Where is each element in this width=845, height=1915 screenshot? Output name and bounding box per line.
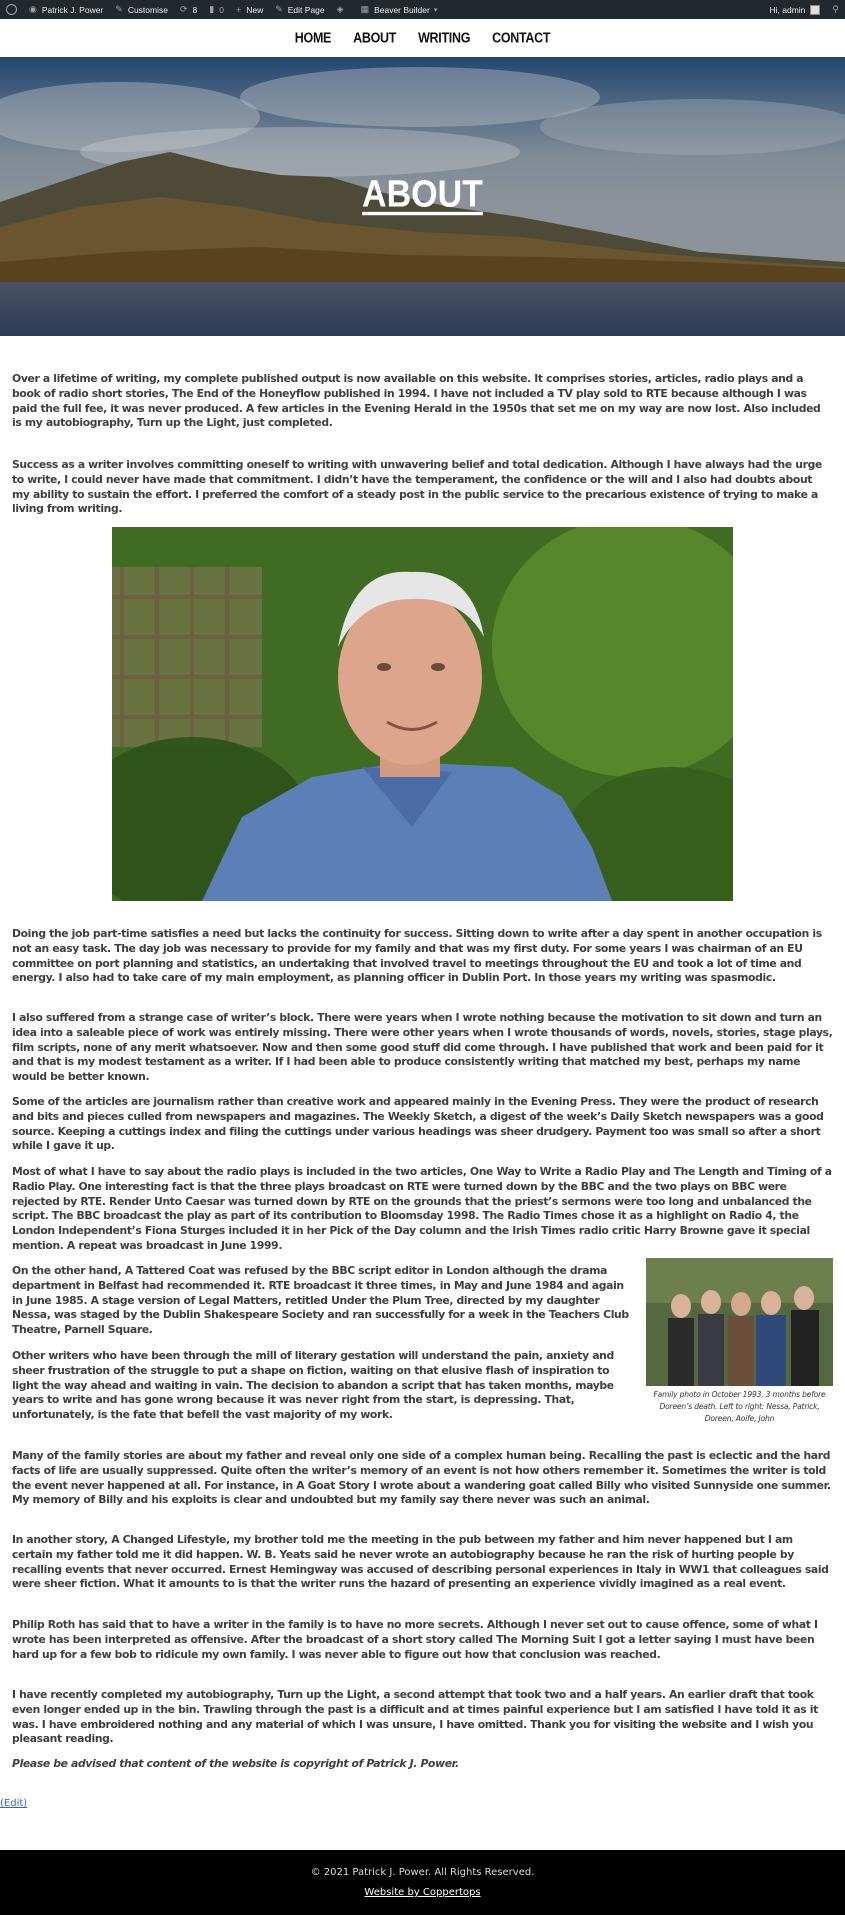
new-label: New: [246, 4, 264, 15]
paragraph-text: In another story, A Changed Lifestyle, my brother told me the meeting in the pub between my father and him never happened but I am certain my father told me it did happen. W. B. Yeats said he never wrote an autobiography because he ran the risk of hurting people by recalling events that never occurred. Ernest Hemingway was accused of describing personal experiences in Italy in WW1 that colleagues said were sheer fiction. What it amounts to is that the writer runs the hazard of presenting an experience vividly imagined as a real event.: [12, 1533, 829, 1591]
brush-icon: ✎: [115, 4, 123, 14]
plus-icon: +: [235, 4, 242, 15]
footer-copyright: © 2021 Patrick J. Power. All Rights Reserved.: [310, 1867, 535, 1878]
wordpress-logo-icon: [6, 4, 17, 15]
paragraph: [12, 1095, 833, 1154]
paragraph: [12, 1449, 833, 1508]
nav-home[interactable]: HOME: [294, 29, 332, 47]
paragraph-text: Other writers who have been through the mill of literary gestation will understand the pain, anxiety and sheer frustration of the struggle to put a shape on fiction, waiting on that elusive flash of inspiration to light the way ahead and waiting in vain. The decision to abandon a script that has taken months, maybe years to write and has gone wrong because it was never right from the start, is depressing. That, unfortunately, is the fate that befell the vast majority of my work.: [12, 1349, 614, 1422]
wordpress-menu[interactable]: [0, 0, 23, 19]
paragraph-text: Philip Roth has said that to have a writer in the family is to have no more secrets. Although I never set out to cause offence, some of what I wrote has been interpreted as offensive. After the broadcast of a short story called The Morning Suit I got a letter saying I must have been hard up for a few bob to ridicule my own family. I was never able to figure out how that conclusion was reached.: [12, 1618, 818, 1661]
family-photo: [646, 1258, 833, 1386]
nav-about[interactable]: ABOUT: [353, 29, 397, 47]
copyright-notice: [12, 1757, 833, 1772]
nav-writing[interactable]: WRITING: [418, 29, 471, 47]
account-menu[interactable]: [764, 0, 827, 19]
site-name-link[interactable]: [23, 0, 109, 19]
chevron-down-icon: ▾: [433, 6, 438, 14]
paragraph-text: I have recently completed my autobiography, Turn up the Light, a second attempt that took two and a half years. An earlier draft that took even longer ended up in the bin. Trawling through the past is a difficult and at times painful experience but I am satisfied I have told it as it was. I have embroidered nothing and any material of which I was unsure, I have omitted. Thank you for visiting the website and I wish you pleasant reading.: [12, 1688, 818, 1746]
diamond-icon: ◈: [336, 4, 344, 14]
paragraph-text: Most of what I have to say about the radio plays is included in the two articles, One Way to Write a Radio Play and The Length and Timing of a Radio Play. One interesting fact is that the three plays broadcast on RTE were turned down by the BBC and the two plays on BBC were rejected by RTE. Render Unto Caesar was turned down by RTE on the grounds that the priest’s sermons were too long and unbalanced the script. The BBC broadcast the play as part of its contribution to Bloomsday 1998. The Radio Times chose it as a highlight on Radio 4, the London Independent’s Fiona Sturges included it in her Pick of the Day column and the Irish Times radio critic Harry Browne gave it special mention. A repeat was broadcast in June 1999.: [12, 1165, 832, 1252]
admin-bar: [0, 0, 845, 19]
refresh-icon: ⟳: [179, 4, 188, 14]
grid-icon: ▦: [360, 4, 370, 14]
paragraph: [12, 1349, 637, 1423]
updates-link[interactable]: [174, 0, 203, 19]
author-portrait: [112, 527, 733, 901]
comments-count: 0: [219, 4, 224, 15]
updates-count: 8: [192, 4, 198, 15]
edit-link[interactable]: (Edit): [0, 1798, 28, 1809]
hero-banner: [0, 57, 845, 336]
pencil-icon: ✎: [275, 4, 283, 14]
main-navigation: [0, 19, 845, 57]
paragraph-text: Some of the articles are journalism rather than creative work and appeared mainly in the Evening Press. They were the product of research and bits and pieces culled from newspapers and magazines. The Weekly Sketch, a digest of the week’s Daily Sketch newspapers was a good source. Keeping a cuttings index and filing the cuttings under various headings was sheer drudgery. Payment too was small so after a short while I gave it up.: [12, 1095, 824, 1153]
photo-caption: Family photo in October 1993, 3 months before Doreen’s death. Left to right: Nessa, Patrick, Doreen, Aoife, John: [653, 1390, 826, 1423]
customise-link[interactable]: [109, 0, 174, 19]
nav-contact[interactable]: CONTACT: [492, 29, 551, 47]
search-button[interactable]: [826, 0, 845, 19]
site-footer: [0, 1850, 845, 1915]
paragraph-text: Over a lifetime of writing, my complete published output is now available on this website. It comprises stories, articles, radio plays and a book of radio short stories, The End of the Honeyflow published in 1994. I have not included a TV play sold to RTE because although I was paid the full fee, it was never produced. A few articles in the Evening Herald in the 1950s that set me on my way are now lost. Also included is my autobiography, Turn up the Light, just completed.: [12, 372, 821, 430]
paragraph: [12, 927, 833, 986]
avatar: [810, 5, 820, 15]
paragraph-text: On the other hand, A Tattered Coat was refused by the BBC script editor in London although the drama department in Belfast had recommended it. RTE broadcast it three times, in May and June 1984 and again in June 1985. A stage version of Legal Matters, retitled Under the Plum Tree, directed by my daughter Nessa, was staged by the Dublin Shakespeare Society and ran successfully for a week in the Teachers Club Theatre, Parnell Square.: [12, 1264, 629, 1337]
edit-page-label: Edit Page: [287, 4, 325, 15]
search-icon: ⚲: [832, 4, 839, 14]
customise-label: Customise: [127, 4, 168, 15]
notice-text: Please be advised that content of the website is copyright of Patrick J. Power.: [12, 1757, 459, 1770]
comments-link[interactable]: [203, 0, 230, 19]
beaver-builder-menu[interactable]: [355, 0, 444, 19]
paragraph: [12, 458, 833, 517]
paragraph-text: Doing the job part-time satisfies a need but lacks the continuity for success. Sitting down to write after a day spent in another occupation is not an easy task. The day job was necessary to provide for my family and that was my first duty. For some years I was chairman of an EU committee on port planning and statistics, an undertaking that involved travel to meetings throughout the EU and took a lot of time and energy. I also had to take care of my main employment, as planning officer in Dublin Port. In those years my writing was spasmodic.: [12, 927, 822, 985]
comment-icon: ▮: [209, 4, 215, 14]
family-photo-figure: [646, 1258, 833, 1425]
diamond-menu[interactable]: [331, 0, 355, 19]
footer-credit-link[interactable]: Website by Coppertops: [364, 1887, 481, 1898]
paragraph: [12, 1011, 833, 1085]
dashboard-icon: ◉: [29, 4, 37, 14]
paragraph-text: I also suffered from a strange case of writer’s block. There were years when I wrote nothing because the motivation to sit down and turn an idea into a saleable piece of work was entirely missing. There were other years when I wrote thousands of words, novels, stories, stage plays, film scripts, none of any merit whatsoever. Now and then some good stuff did come through. I have published that work and been paid for it and that is my modest testament as a writer. If I had been able to produce consistently writing that matched my best, perhaps my name would be better known.: [12, 1011, 833, 1084]
edit-page-link[interactable]: [269, 0, 330, 19]
paragraph: [12, 1688, 833, 1747]
paragraph-text: Success as a writer involves committing oneself to writing with unwavering belief and total dedication. Although I have always had the urge to write, I could never have made that commitment. I didn’t have the temperament, the confidence or the will and I also had doubts about my ability to sustain the effort. I preferred the comfort of a steady post in the public service to the precarious existence of trying to make a living from writing.: [12, 458, 822, 516]
paragraph: [12, 1165, 833, 1254]
paragraph: [12, 372, 833, 431]
paragraph-text: Many of the family stories are about my father and reveal only one side of a complex human being. Recalling the past is eclectic and the hard facts of life are usually suppressed. Quite often the writer’s memory of an event is not how others remember it. Sometimes the writer is told the event never happened at all. For instance, in A Goat Story I wrote about a wandering goat called Billy who visited Sunnyside one summer. My memory of Billy and his exploits is clear and undoubted but my family say there never was such an animal.: [12, 1449, 831, 1507]
paragraph: [12, 1533, 833, 1592]
paragraph: [12, 1618, 833, 1662]
greeting-label: Hi, admin: [769, 4, 806, 15]
site-name-label: Patrick J. Power: [41, 4, 104, 15]
paragraph: [12, 1264, 637, 1338]
new-content-link[interactable]: [230, 0, 269, 19]
page-title: ABOUT: [362, 172, 483, 216]
beaver-builder-label: Beaver Builder: [374, 4, 430, 15]
